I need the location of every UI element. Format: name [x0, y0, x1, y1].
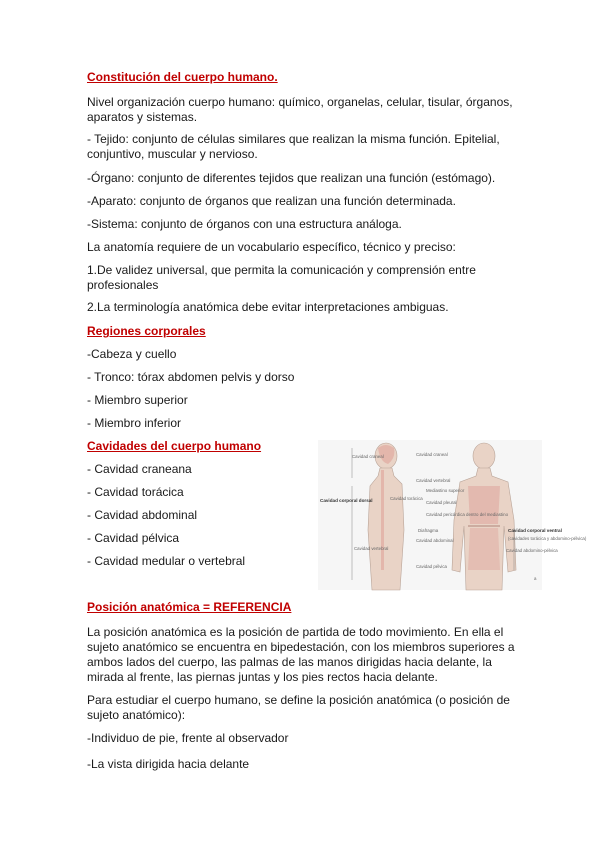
list-item-region: - Tronco: tórax abdomen pelvis y dorso — [87, 370, 295, 384]
figure-page-mark: a — [534, 576, 537, 581]
paragraph-tejido: - Tejido: conjunto de células similares que realizan la misma función. Epitelial, conjuntivo, muscular y nervioso. — [87, 132, 500, 161]
label-mediastino-superior: Mediastino superior — [426, 488, 465, 493]
paragraph-sistema: -Sistema: conjunto de órganos con una estructura análoga. — [87, 217, 402, 231]
list-item-posicion: -Individuo de pie, frente al observador — [87, 731, 289, 745]
paragraph-organo: -Órgano: conjunto de diferentes tejidos que realizan una función (estómago). — [87, 171, 496, 185]
label-cavidad-ventral-note: (cavidades torácica y abdomino-pélvica) — [508, 536, 587, 541]
label-cavidad-pelvica: Cavidad pélvica — [416, 564, 447, 569]
paragraph-aparato: -Aparato: conjunto de órganos que realizan una función determinada. — [87, 194, 456, 208]
list-item-cavidad: - Cavidad medular o vertebral — [87, 554, 246, 568]
body-cavities-figure — [318, 440, 587, 590]
label-cavidad-corporal-dorsal: Cavidad corporal dorsal — [320, 498, 373, 503]
body-cavities-illustration — [318, 440, 587, 590]
label-cavidad-craneal: Cavidad craneal — [416, 452, 448, 457]
label-cavidad-pericardica: Cavidad pericárdica dentro del mediastino — [426, 512, 509, 517]
list-item-region: -Cabeza y cuello — [87, 347, 177, 361]
label-cavidad-corporal-ventral: Cavidad corporal ventral — [508, 528, 562, 533]
label-cavidad-abdominal: Cavidad abdominal — [416, 538, 454, 543]
list-item-region: - Miembro inferior — [87, 416, 182, 430]
section-title-posicion: Posición anatómica = REFERENCIA — [87, 600, 292, 614]
label-cavidad-abdominopelvica: Cavidad abdomino-pélvica — [506, 548, 558, 553]
list-item-region: - Miembro superior — [87, 393, 188, 407]
list-item-cavidad: - Cavidad craneana — [87, 462, 192, 476]
section-title-regiones: Regiones corporales — [87, 324, 206, 338]
label-cavidad-toracica: Cavidad torácica — [390, 496, 423, 501]
label-cavidad-craneal-left: Cavidad craneal — [352, 454, 384, 459]
paragraph-terminologia: 2.La terminología anatómica debe evitar interpretaciones ambiguas. — [87, 300, 449, 314]
label-cavidad-pleural: Cavidad pleural — [426, 500, 457, 505]
paragraph-posicion-definicion: La posición anatómica es la posición de partida de todo movimiento. En ella el sujeto anatómico se encuentra en bipedestación, con los miembros superiores a ambos lados del cuerpo, las palmas de las manos dirigidas hacia delante, la mirada al frente, las piernas juntas y los pies rectos hacia delante. — [87, 625, 515, 684]
paragraph-posicion-estudio: Para estudiar el cuerpo humano, se define la posición anatómica (o posición de sujeto anatómico): — [87, 693, 510, 722]
section-title-cavidades: Cavidades del cuerpo humano — [87, 439, 262, 453]
lateral-body-silhouette — [368, 443, 404, 590]
label-cavidad-vertebral: Cavidad vertebral — [416, 478, 451, 483]
label-diafragma: Diafragma — [418, 528, 439, 533]
paragraph-validez: 1.De validez universal, que permita la comunicación y comprensión entre profesionales — [87, 263, 476, 292]
list-item-cavidad: - Cavidad pélvica — [87, 531, 180, 545]
list-item-posicion: -La vista dirigida hacia delante — [87, 757, 250, 771]
section-title-constitucion: Constitución del cuerpo humano. — [87, 70, 278, 84]
list-item-cavidad: - Cavidad torácica — [87, 485, 184, 499]
label-cavidad-vertebral-left: Cavidad vertebral — [354, 546, 389, 551]
paragraph-niveles: Nivel organización cuerpo humano: químico, organelas, celular, tisular, órganos, aparatos y sistemas. — [87, 95, 513, 124]
list-item-cavidad: - Cavidad abdominal — [87, 508, 198, 522]
paragraph-vocabulario: La anatomía requiere de un vocabulario específico, técnico y preciso: — [87, 240, 456, 254]
